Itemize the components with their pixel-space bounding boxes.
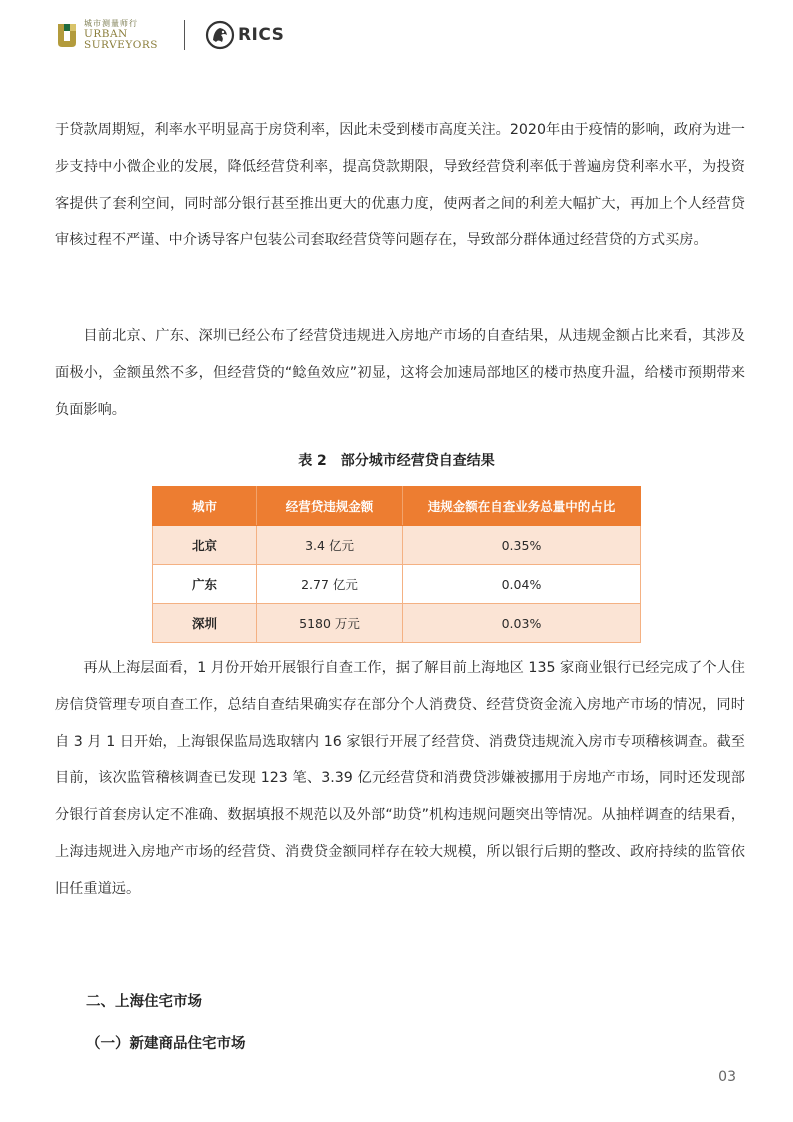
urban-surveyors-line1: URBAN: [84, 27, 128, 40]
body-paragraph-2: [55, 318, 745, 428]
table-cell-ratio: 0.35%: [402, 526, 640, 565]
rics-wordmark: RICS: [237, 25, 285, 45]
table-caption: 表 2 部分城市经营贷自查结果: [298, 453, 495, 469]
table-header-row: [153, 487, 641, 526]
urban-surveyors-logo-icon: [56, 21, 78, 49]
paragraph-text: 目前北京、广东、深圳已经公布了经营贷违规进入房地产市场的自查结果，从违规金额占比来看，其涉及面极小，金额虽然不多，但经营贷的“鲶鱼效应”初显，这将会加速局部地区的楼市热度升温，给楼市预期带来负面影响。: [55, 328, 745, 418]
table-cell-ratio: 0.03%: [402, 604, 640, 643]
subsection-heading: （一）新建商品住宅市场: [86, 1036, 246, 1052]
table-header-amount: 经营贷违规金额: [257, 487, 403, 526]
table-cell-amount: 2.77 亿元: [257, 565, 403, 604]
urban-surveyors-cn: 城市测量师行: [84, 18, 138, 28]
rics-lion-icon: [205, 20, 235, 50]
section-heading: 二、上海住宅市场: [86, 994, 202, 1010]
table-cell-amount: 5180 万元: [257, 604, 403, 643]
city-loan-table: [152, 486, 641, 643]
logo-divider: [184, 20, 185, 50]
rics-logo: [205, 20, 284, 50]
table-row: [153, 604, 641, 643]
table-cell-ratio: 0.04%: [402, 565, 640, 604]
paragraph-text: 再从上海层面看，1 月份开始开展银行自查工作，据了解目前上海地区 135 家商业银行已经完成了个人住房信贷管理专项自查工作，总结自查结果确实存在部分个人消费贷、经营贷资金流入房地产市场的情况，同时自 3 月 1 日开始，上海银保监局选取辖内 16 家银行开展了经营贷、消费贷违规流入房市专项稽核调查。截至目前，该次监管稽核调查已发现 123 笔、3.39 亿元经营贷和消费贷涉嫌被挪用于房地产市场，同时还发现部分银行首套房认定不准确、数据填报不规范以及外部“助贷”机构违规问题突出等情况。从抽样调查的结果看，上海违规进入房地产市场的经营贷、消费贷金额同样存在较大规模，所以银行后期的整改、政府持续的监管依旧任重道远。: [55, 660, 745, 897]
table-header-city: 城市: [153, 487, 257, 526]
urban-surveyors-line2: SURVEYORS: [84, 39, 158, 51]
table-row: [153, 565, 641, 604]
page-number: 03: [718, 1069, 736, 1085]
body-paragraph-3: [55, 650, 745, 908]
table-cell-city: 广东: [153, 565, 257, 604]
page-header: [56, 18, 284, 52]
table-cell-amount: 3.4 亿元: [257, 526, 403, 565]
table-cell-city: 北京: [153, 526, 257, 565]
table-row: [153, 526, 641, 565]
table-cell-city: 深圳: [153, 604, 257, 643]
urban-surveyors-logo: [56, 20, 158, 51]
paragraph-text: 于贷款周期短，利率水平明显高于房贷利率，因此未受到楼市高度关注。2020年由于疫情的影响，政府为进一步支持中小微企业的发展，降低经营贷利率，提高贷款期限，导致经营贷利率低于普遍房贷利率水平，为投资客提供了套利空间，同时部分银行甚至推出更大的优惠力度，使两者之间的利差大幅扩大，再加上个人经营贷审核过程不严谨、中介诱导客户包装公司套取经营贷等问题存在，导致部分群体通过经营贷的方式买房。: [55, 122, 745, 249]
table-header-ratio: 违规金额在自查业务总量中的占比: [402, 487, 640, 526]
body-paragraph-1: [55, 112, 745, 259]
